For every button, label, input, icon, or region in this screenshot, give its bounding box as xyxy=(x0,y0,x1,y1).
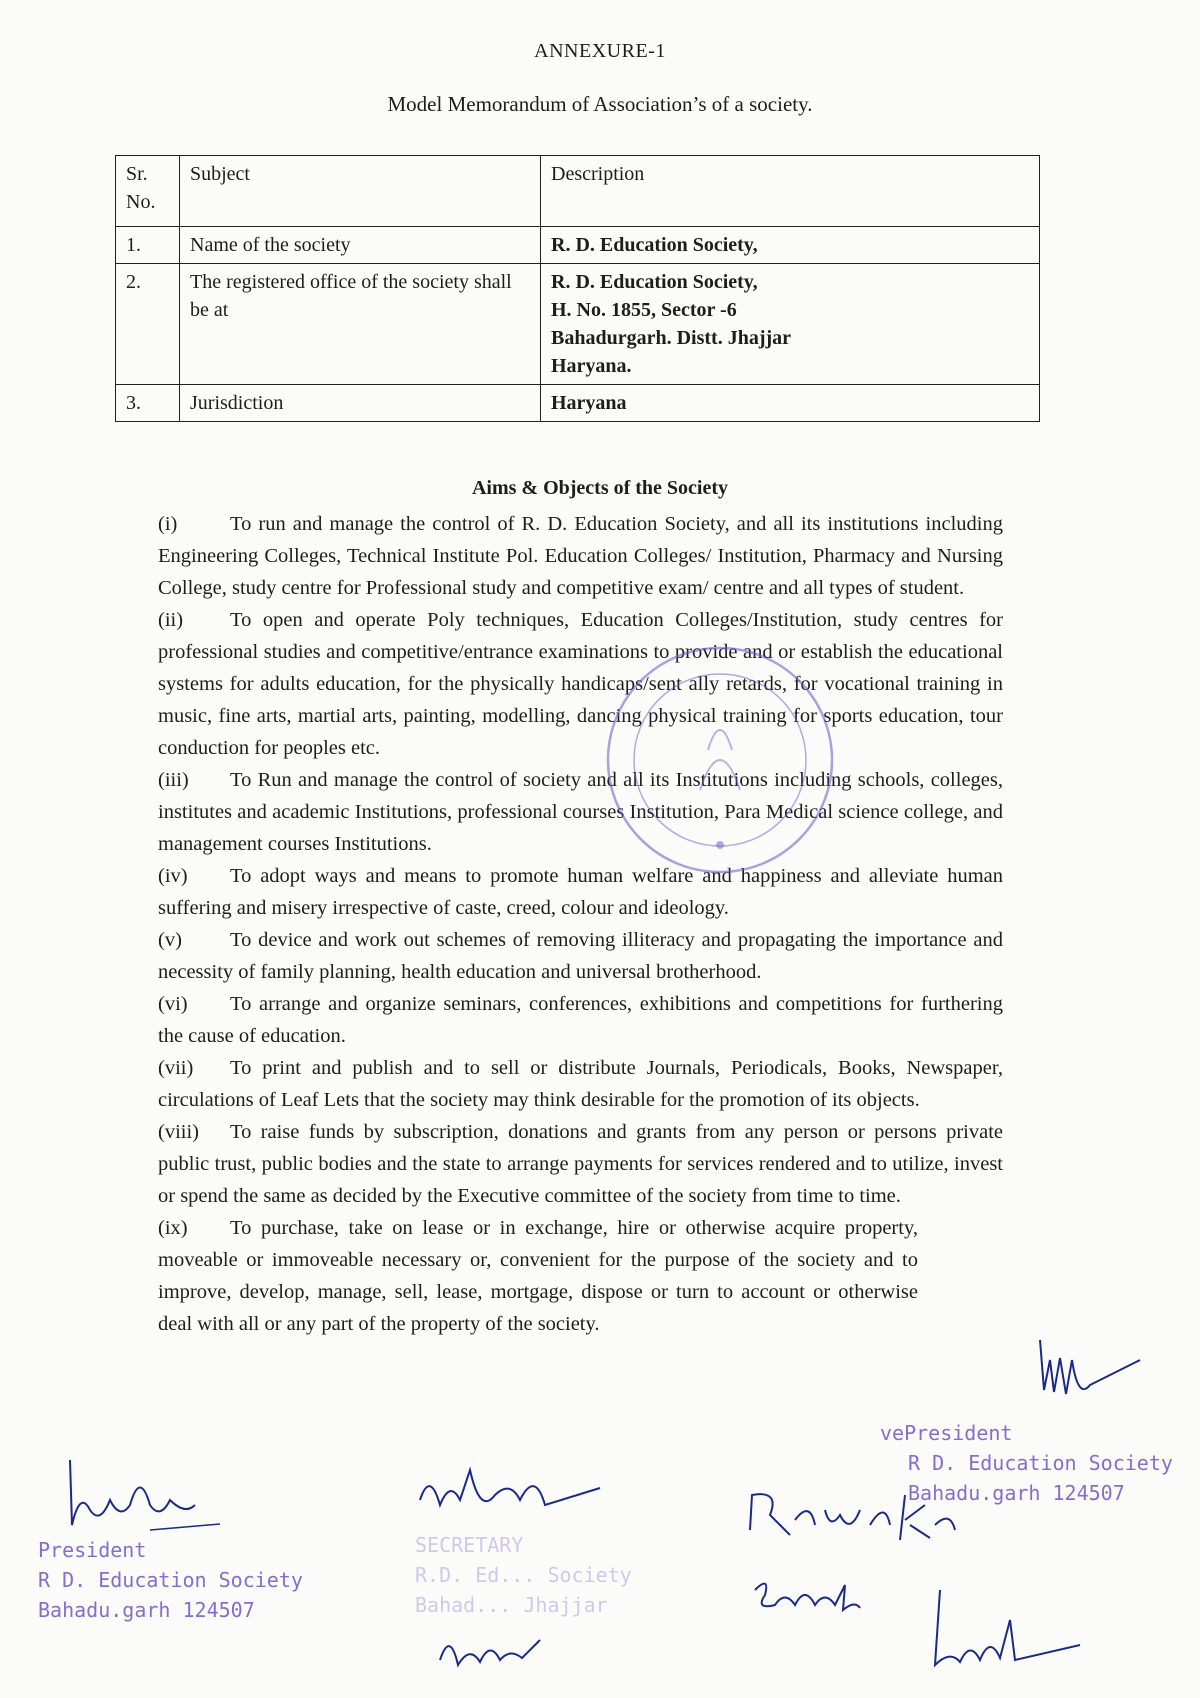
description-line: H. No. 1855, Sector -6 xyxy=(551,299,737,321)
table-row xyxy=(116,385,1040,422)
stamp-line: vePresident xyxy=(880,1421,1013,1445)
aim-text: To raise funds by subscription, donations and grants from any person or persons private public trust, public bodies and the state to arrange payments for services rendered and to utilize, invest or spend the same as decided by the Executive committee of the society from time to time. xyxy=(158,1121,1003,1207)
society-seal-icon xyxy=(600,640,840,880)
aim-item xyxy=(158,508,1003,604)
aim-number: (vi) xyxy=(158,993,188,1015)
president-signature-icon xyxy=(60,1450,230,1535)
row-subject: The registered office of the society shall be at xyxy=(180,264,541,385)
aim-number: (v) xyxy=(158,929,182,951)
aim-item xyxy=(158,988,1003,1052)
description-line: Haryana xyxy=(551,392,627,414)
aim-item xyxy=(158,1116,1003,1212)
row-description xyxy=(541,264,1040,385)
row-number: 1. xyxy=(116,227,180,264)
saretu-signature-icon xyxy=(745,1570,865,1620)
aim-text: To arrange and organize seminars, conferences, exhibitions and competitions for furthering the cause of education. xyxy=(158,993,1003,1047)
stamp-line: Bahad... Jhajjar xyxy=(415,1593,608,1617)
president-stamp xyxy=(38,1535,303,1625)
vice-president-signature-icon xyxy=(1030,1330,1150,1410)
stamp-line: R.D. Ed... Society xyxy=(415,1563,632,1587)
aim-text: To Run and manage the control of society and all its Institutions including schools, colleges, institutes and academic Institutions, professional courses Institution, Para Medical science college, and management courses Institutions. xyxy=(158,769,1003,855)
row-number: 3. xyxy=(116,385,180,422)
aim-text: To adopt ways and means to promote human welfare and happiness and alleviate human suffering and misery irrespective of caste, creed, colour and ideology. xyxy=(158,865,1003,919)
member-signature-icon xyxy=(920,1580,1090,1680)
document-subtitle: Model Memorandum of Association’s of a society. xyxy=(387,92,813,116)
aims-heading: Aims & Objects of the Society xyxy=(471,477,729,499)
stamp-line: R D. Education Society xyxy=(38,1568,303,1592)
aim-text: To run and manage the control of R. D. Education Society, and all its institutions including Engineering Colleges, Technical Institute Pol. Education Colleges/ Institution, Pharmacy and Nursing College, study centre for Professional study and competitive exam/ centre and all types of student. xyxy=(158,513,1003,599)
aim-item xyxy=(158,764,1003,860)
aim-number: (iv) xyxy=(158,865,188,887)
description-line: Bahadurgarh. Distt. Jhajjar xyxy=(551,327,792,349)
aim-number: (viii) xyxy=(158,1121,199,1143)
aim-item xyxy=(158,1052,1003,1116)
aim-item xyxy=(158,604,1003,764)
header-description: Description xyxy=(541,156,1040,227)
description-line: R. D. Education Society, xyxy=(551,234,758,256)
row-description xyxy=(541,385,1040,422)
table-row xyxy=(116,264,1040,385)
row-description xyxy=(541,227,1040,264)
aim-number: (vii) xyxy=(158,1057,194,1079)
description-line: R. D. Education Society, xyxy=(551,271,758,293)
secretary-stamp xyxy=(415,1530,632,1620)
aim-text: To open and operate Poly techniques, Education Colleges/Institution, study centres for professional studies and competitive/entrance examinations to provide and or establish the educational systems for adults education, for the physically handicaps/sent ally retards, for vocational training in music, fine arts, martial arts, painting, modelling, dancing physical training for sports education, tour conduction for peoples etc. xyxy=(158,609,1003,759)
annexure-title: ANNEXURE-1 xyxy=(534,40,666,62)
aim-number: (ix) xyxy=(158,1217,188,1239)
stamp-line: Bahadu.garh 124507 xyxy=(908,1481,1125,1505)
aims-list xyxy=(158,508,1003,1340)
member-signature-icon xyxy=(430,1620,550,1680)
society-info-table xyxy=(115,155,1040,422)
aim-text: To print and publish and to sell or distribute Journals, Periodicals, Books, Newspaper, circulations of Leaf Lets that the society may think desirable for the promotion of its objects. xyxy=(158,1057,1003,1111)
description-line: Haryana. xyxy=(551,355,632,377)
header-sr-no: Sr. No. xyxy=(116,156,180,227)
aim-text: To device and work out schemes of removing illiteracy and propagating the importance and necessity of family planning, health education and universal brotherhood. xyxy=(158,929,1003,983)
aim-number: (iii) xyxy=(158,769,189,791)
aim-number: (i) xyxy=(158,513,178,535)
row-subject: Jurisdiction xyxy=(180,385,541,422)
stamp-line: R D. Education Society xyxy=(908,1451,1173,1475)
aim-text: To purchase, take on lease or in exchange, hire or otherwise acquire property, moveable or immoveable necessary or, convenient for the purpose of the society and to improve, develop, manage, sell, lease, mortgage, dispose or turn to account or otherwise deal with all or any part of the property of the society. xyxy=(158,1217,918,1335)
secretary-signature-icon xyxy=(410,1460,610,1530)
stamp-line: SECRETARY xyxy=(415,1533,524,1557)
table-header-row xyxy=(116,156,1040,227)
aim-item xyxy=(158,860,1003,924)
header-subject: Subject xyxy=(180,156,541,227)
aim-item xyxy=(158,924,1003,988)
aim-item xyxy=(158,1212,918,1340)
table-row xyxy=(116,227,1040,264)
ravinder-signature-icon xyxy=(740,1480,970,1550)
aim-number: (ii) xyxy=(158,609,184,631)
stamp-line: President xyxy=(38,1538,147,1562)
stamp-line: Bahadu.garh 124507 xyxy=(38,1598,255,1622)
row-number: 2. xyxy=(116,264,180,385)
row-subject: Name of the society xyxy=(180,227,541,264)
